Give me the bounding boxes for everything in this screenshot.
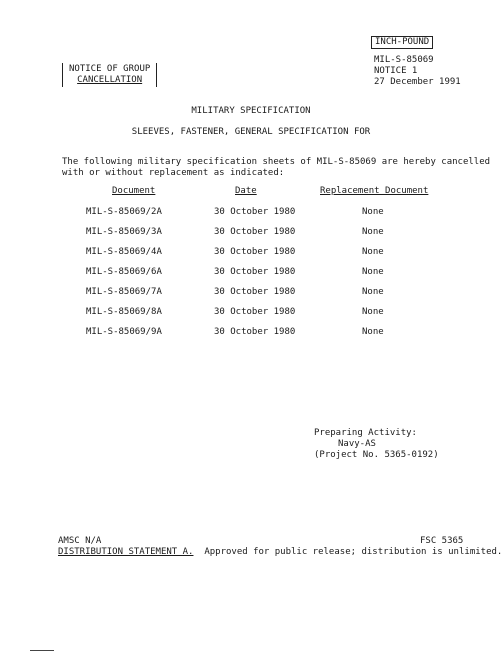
distribution-text: Approved for public release; distribution is unlimited. bbox=[204, 547, 502, 557]
row-document: MIL-S-85069/3A bbox=[86, 227, 162, 237]
page-edge-mark bbox=[30, 650, 54, 651]
document-title: MILITARY SPECIFICATION bbox=[191, 106, 311, 116]
row-date: 30 October 1980 bbox=[214, 207, 296, 217]
row-document: MIL-S-85069/8A bbox=[86, 307, 162, 317]
row-date: 30 October 1980 bbox=[214, 307, 296, 317]
notice-box-line1: NOTICE OF GROUP bbox=[69, 64, 151, 74]
table-row bbox=[0, 267, 502, 278]
notice-of-group-cancellation-box bbox=[62, 63, 157, 87]
table-row bbox=[0, 287, 502, 298]
preparing-activity-label: Preparing Activity: bbox=[314, 428, 417, 438]
row-document: MIL-S-85069/7A bbox=[86, 287, 162, 297]
row-document: MIL-S-85069/2A bbox=[86, 207, 162, 217]
row-replacement: None bbox=[362, 267, 384, 277]
preparing-activity-name: Navy-AS bbox=[338, 439, 376, 449]
table-row bbox=[0, 307, 502, 318]
amsc-code: AMSC N/A bbox=[58, 536, 102, 546]
row-replacement: None bbox=[362, 327, 384, 337]
header-replacement-document: Replacement Document bbox=[320, 186, 429, 196]
row-replacement: None bbox=[362, 247, 384, 257]
spec-number: MIL-S-85069 bbox=[374, 55, 434, 65]
table-header-row bbox=[0, 186, 502, 197]
row-date: 30 October 1980 bbox=[214, 247, 296, 257]
row-replacement: None bbox=[362, 227, 384, 237]
row-date: 30 October 1980 bbox=[214, 327, 296, 337]
project-number: (Project No. 5365-0192) bbox=[314, 450, 439, 460]
row-document: MIL-S-85069/9A bbox=[86, 327, 162, 337]
header-document: Document bbox=[112, 186, 156, 196]
row-replacement: None bbox=[362, 287, 384, 297]
table-row bbox=[0, 247, 502, 258]
distribution-label: DISTRIBUTION STATEMENT A. bbox=[58, 547, 194, 557]
header-date: Date bbox=[235, 186, 257, 196]
intro-line-2: with or without replacement as indicated: bbox=[62, 168, 285, 178]
row-date: 30 October 1980 bbox=[214, 287, 296, 297]
notice-date: 27 December 1991 bbox=[374, 77, 461, 87]
row-date: 30 October 1980 bbox=[214, 227, 296, 237]
table-row bbox=[0, 207, 502, 218]
row-document: MIL-S-85069/6A bbox=[86, 267, 162, 277]
row-document: MIL-S-85069/4A bbox=[86, 247, 162, 257]
row-replacement: None bbox=[362, 207, 384, 217]
distribution-statement bbox=[58, 547, 502, 558]
notice-box-line2: CANCELLATION bbox=[77, 75, 143, 85]
row-replacement: None bbox=[362, 307, 384, 317]
intro-line-1: The following military specification sheets of MIL-S-85069 are hereby cancelled bbox=[62, 157, 491, 167]
table-row bbox=[0, 227, 502, 238]
notice-number: NOTICE 1 bbox=[374, 66, 418, 76]
document-subtitle: SLEEVES, FASTENER, GENERAL SPECIFICATION FOR bbox=[131, 127, 371, 137]
row-date: 30 October 1980 bbox=[214, 267, 296, 277]
table-row bbox=[0, 327, 502, 338]
fsc-code: FSC 5365 bbox=[420, 536, 464, 546]
inch-pound-label: INCH-POUND bbox=[371, 36, 433, 49]
